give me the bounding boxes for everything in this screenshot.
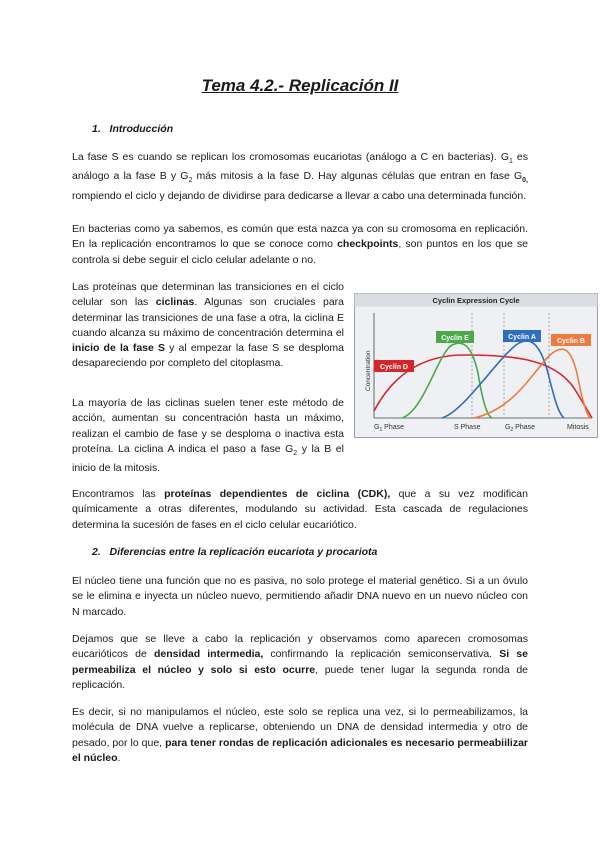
section-number: 1. <box>92 123 101 135</box>
text-run: más mitosis a la fase D. Hay algunas células que entran en fase G <box>192 170 523 183</box>
text-run: En bacterias como ya sabemos, es común que esta nazca ya con su cromosoma en replicación. En la replicación encontramos lo que se conoce como <box>72 223 528 251</box>
bold-run: para tener rondas de replicación adicionales es necesario permeabiilizar el núcleo <box>72 736 528 764</box>
cyclin-expression-figure <box>354 293 598 438</box>
bold-run: Si se permeabiliza el núcleo y solo si esto ocurre <box>72 648 528 676</box>
subscript: 2 <box>293 449 298 457</box>
text-run: es análogo a la fase B y G <box>72 151 528 183</box>
text-run: La mayoría de las ciclinas suelen tener este método de acción, aumentan su concentración hasta un máximo, realizan el cambio de fase y se desploma o inactiva esta proteína. La ciclina A indica el paso a fase G <box>72 397 344 455</box>
paragraph-ciclinas <box>72 280 344 372</box>
text-run: La fase S es cuando se replican los cromosomas eucariotas (análogo a C en bacterias). G <box>72 151 509 163</box>
cyclin-b-label: Cyclin B <box>556 338 586 345</box>
text-run: , puede tener lugar la segunda ronda de replicación. <box>72 663 529 691</box>
cyclin-chart <box>354 293 598 438</box>
paragraph-permeabilizar <box>72 705 528 766</box>
text-run: Encontramos las <box>72 488 165 500</box>
section-heading-diferencias <box>92 546 377 558</box>
section-heading-introduccion <box>92 123 173 135</box>
bold-run: inicio de la fase S <box>72 342 165 355</box>
text-run: . <box>117 751 121 764</box>
y-axis-label: Concentration <box>365 350 372 391</box>
text-run: Las proteínas que determinan las transiciones en el ciclo celular son las <box>72 281 344 309</box>
paragraph-densidad <box>72 632 528 693</box>
cyclin-d-label: Cyclin D <box>379 364 409 371</box>
phase-label-mitosis: Mitosis <box>567 424 589 431</box>
bold-run: checkpoints <box>337 238 399 251</box>
text-run: y al empezar la fase S se desploma desapareciendo por completo del citoplasma. <box>72 342 344 370</box>
text-run: y la B el inicio de la mitosis. <box>72 442 344 475</box>
text-run: , son puntos en los que se controla si debe seguir el ciclo celular adelante o no. <box>72 238 528 266</box>
bold-run: ciclinas <box>155 296 195 309</box>
subscript: 1 <box>509 158 513 166</box>
section-number: 2. <box>92 546 101 558</box>
text-run: rompiendo el ciclo y dejando de dividirse para dedicarse a llevar a cabo una determinada función. <box>72 189 527 202</box>
figure-title: Cyclin Expression Cycle <box>432 296 520 305</box>
cyclin-e-label: Cyclin E <box>441 335 469 342</box>
text-run: confirmando la replicación semiconservativa. <box>263 648 500 661</box>
phase-label-g2: $G_2$ Phase <box>505 424 536 433</box>
text-run: Dejamos que se lleve a cabo la replicación y observamos como aparecen cromosomas eucarióticos de <box>72 633 528 661</box>
text-run: que a su vez modifican químicamente a otras diferentes, modulando su actividad. Esta cascada de regulaciones determina la sucesión de fases en el ciclo celular eucariótico. <box>72 488 528 531</box>
text-run: . Algunas son cruciales para determinar las transiciones de una fase a otra, la ciclina E cuando alcanza su máximo de concentración determina el <box>72 296 344 339</box>
section-label: Diferencias entre la replicación eucariota y procariota <box>109 546 378 558</box>
paragraph-bacterias <box>72 222 528 268</box>
paragraph-cdk <box>72 487 528 533</box>
cyclin-a-label: Cyclin A <box>508 334 536 341</box>
section-label: Introducción <box>109 123 174 135</box>
text-run: El núcleo tiene una función que no es pasiva, no solo protege el material genético. Si a un óvulo se le elimina e inyecta un núcleo nuevo, permitiendo añadir DNA nuevo en un nuevo núcleo con N marcado. <box>72 575 528 618</box>
page-title: Tema 4.2.- Replicación II <box>201 76 399 95</box>
subscript: 2 <box>188 177 193 185</box>
subscript: 0, <box>522 177 528 185</box>
bold-run: densidad intermedia, <box>154 648 264 661</box>
paragraph-fase-s <box>72 150 528 204</box>
paragraph-mayoria-ciclinas <box>72 396 344 477</box>
text-run: Es decir, si no manipulamos el núcleo, este solo se replica una vez, si lo permeabilizamos, la molécula de DNA vuelve a replicarse, obteniendo un DNA de densidad intermedia y otro de pesado, por lo que, <box>72 706 528 749</box>
phase-label-s: S Phase <box>454 424 481 431</box>
paragraph-nucleo <box>72 574 528 620</box>
bold-run: proteínas dependientes de ciclina (CDK), <box>164 488 391 500</box>
phase-label-g1: $G_1$ Phase <box>374 424 405 433</box>
